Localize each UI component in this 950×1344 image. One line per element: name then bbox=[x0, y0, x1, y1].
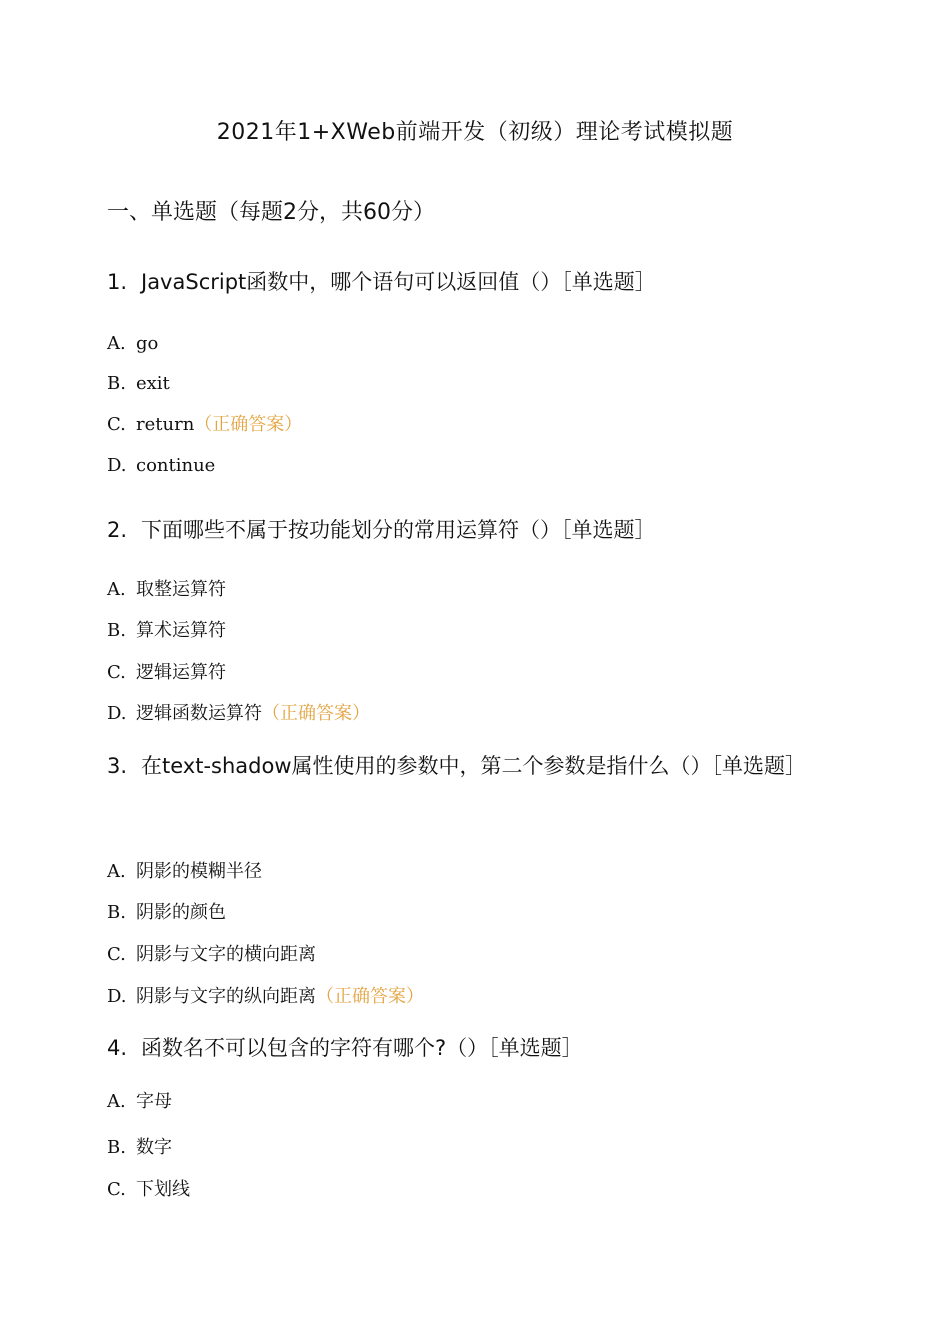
option-letter: C. bbox=[107, 414, 126, 435]
correct-answer-tag: （正确答案） bbox=[262, 703, 370, 724]
option-letter: C. bbox=[107, 662, 126, 683]
option-3a bbox=[107, 858, 262, 886]
option-text: 阴影与文字的横向距离 bbox=[136, 944, 316, 965]
option-4a bbox=[107, 1088, 172, 1116]
option-letter: C. bbox=[107, 944, 126, 965]
option-letter: D. bbox=[107, 986, 127, 1007]
option-text: 阴影与文字的纵向距离 bbox=[136, 986, 316, 1007]
option-letter: B. bbox=[107, 373, 126, 394]
option-1c bbox=[107, 411, 302, 439]
option-letter: A. bbox=[107, 333, 126, 354]
option-letter: B. bbox=[107, 620, 126, 641]
option-letter: A. bbox=[107, 861, 126, 882]
document-title: 2021年1+XWeb前端开发（初级）理论考试模拟题 bbox=[216, 120, 734, 145]
question-text: JavaScript函数中，哪个语句可以返回值（）［单选题］ bbox=[141, 270, 656, 294]
option-text: continue bbox=[136, 455, 216, 476]
option-text: go bbox=[136, 333, 159, 354]
option-letter: A. bbox=[107, 579, 126, 600]
question-1 bbox=[107, 259, 837, 305]
option-text: 数字 bbox=[136, 1137, 172, 1158]
option-3b bbox=[107, 899, 226, 927]
option-text: 算术运算符 bbox=[136, 620, 226, 641]
option-1a bbox=[107, 330, 158, 358]
option-2b bbox=[107, 617, 226, 645]
option-text: 逻辑运算符 bbox=[136, 662, 226, 683]
question-number: 4. bbox=[107, 1036, 128, 1060]
option-text: return bbox=[136, 414, 195, 435]
option-text: 阴影的颜色 bbox=[136, 902, 226, 923]
option-text: 阴影的模糊半径 bbox=[136, 861, 262, 882]
option-text: 取整运算符 bbox=[136, 579, 226, 600]
option-2c bbox=[107, 659, 226, 687]
option-text: 逻辑函数运算符 bbox=[136, 703, 262, 724]
question-number: 1. bbox=[107, 270, 128, 294]
option-text: 字母 bbox=[136, 1091, 172, 1112]
option-1b bbox=[107, 370, 170, 398]
option-letter: A. bbox=[107, 1091, 126, 1112]
question-text: 下面哪些不属于按功能划分的常用运算符（）［单选题］ bbox=[141, 518, 656, 542]
question-4 bbox=[107, 1025, 837, 1071]
question-3 bbox=[107, 743, 837, 789]
section-heading: 一、单选题（每题2分，共60分） bbox=[107, 200, 435, 225]
option-2d bbox=[107, 700, 370, 728]
correct-answer-tag: （正确答案） bbox=[316, 986, 424, 1007]
question-text: 函数名不可以包含的字符有哪个?（）［单选题］ bbox=[141, 1036, 583, 1060]
option-letter: D. bbox=[107, 455, 127, 476]
correct-answer-tag: （正确答案） bbox=[194, 414, 303, 435]
question-2 bbox=[107, 507, 837, 553]
question-number: 2. bbox=[107, 518, 128, 542]
option-letter: D. bbox=[107, 703, 127, 724]
question-number: 3. bbox=[107, 754, 128, 778]
option-letter: B. bbox=[107, 902, 126, 923]
option-4c bbox=[107, 1176, 190, 1204]
option-text: 下划线 bbox=[136, 1179, 190, 1200]
option-3d bbox=[107, 983, 424, 1011]
option-1d bbox=[107, 452, 215, 480]
option-4b bbox=[107, 1134, 172, 1162]
option-3c bbox=[107, 941, 316, 969]
option-2a bbox=[107, 576, 226, 604]
option-text: exit bbox=[136, 373, 170, 394]
option-letter: C. bbox=[107, 1179, 126, 1200]
option-letter: B. bbox=[107, 1137, 126, 1158]
question-text: 在text-shadow属性使用的参数中，第二个参数是指什么（）［单选题］ bbox=[141, 754, 806, 778]
